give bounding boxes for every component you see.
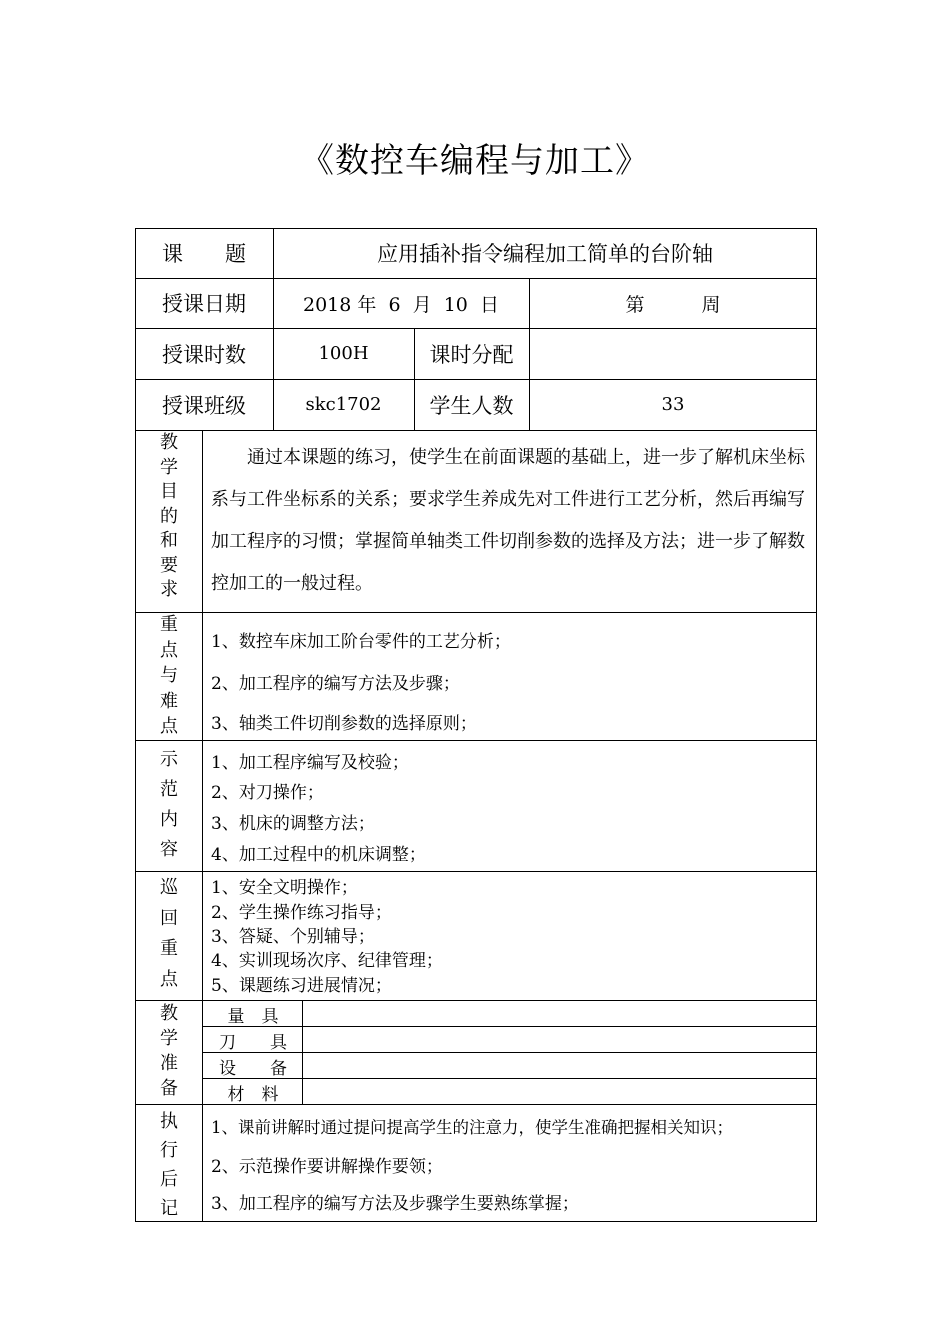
allocation-value [529,328,817,379]
preparation-row-name: 刀 具 [219,1033,287,1053]
afterword-item: 3、加工程序的编写方法及步骤学生要熟练掌握； [211,1194,579,1214]
class-value: skc1702 [305,394,382,415]
key-point-item: 3、轴类工件切削参数的选择原则； [211,714,477,734]
row-divider [135,430,817,431]
students-label: 学生人数 [429,393,514,418]
row-divider [135,871,817,872]
demo-item: 4、加工过程中的机床调整； [211,845,426,865]
demo-item: 2、对刀操作； [211,783,324,803]
key-point-item: 1、数控车床加工阶台零件的工艺分析； [211,632,511,652]
topic-value: 应用插补指令编程加工简单的台阶轴 [377,242,713,266]
week-label: 第 周 [625,293,721,316]
allocation-label: 课时分配 [429,342,514,367]
topic-label: 课 题 [162,242,246,266]
students-value: 33 [661,394,685,415]
objectives-text: 通过本课题的练习，使学生在前面课题的基础上，进一步了解机床坐标系与工件坐标系的关系；要求学生养成先对工件进行工艺分析，然后再编写加工程序的习惯；掌握简单轴类工件切削参数的选择及方法；进一步了解数控加工的一般过程。 [211,447,805,594]
preparation-label: 教 学 准 备 [160,1003,178,1099]
row-divider [135,1000,817,1001]
afterword-item: 1、课前讲解时通过提问提高学生的注意力，使学生准确把握相关知识； [211,1118,733,1137]
patrol-item: 5、课题练习进展情况； [211,976,392,996]
patrol-item: 2、学生操作练习指导； [211,903,392,923]
column-divider [302,1000,303,1104]
afterword-label: 执 行 后 记 [160,1111,178,1219]
row-divider [135,612,817,613]
date-value: 2018 年 6 月 10 日 [303,293,499,316]
row-divider [135,740,817,741]
demo-item: 3、机床的调整方法； [211,814,375,834]
patrol-item: 4、实训现场次序、纪律管理； [211,951,443,971]
column-divider [202,430,203,1222]
hours-label: 授课时数 [162,342,246,367]
preparation-row-name: 量 具 [227,1007,279,1027]
key-points-label: 重 点 与 难 点 [160,614,178,737]
demo-item: 1、加工程序编写及校验； [211,753,409,773]
preparation-row-name: 材 料 [227,1085,279,1105]
document-title: 《数控车编程与加工》 [300,141,650,181]
objectives-label: 教 学 目 的 和 要 求 [160,432,178,600]
date-label: 授课日期 [162,292,246,316]
afterword-item: 2、示范操作要讲解操作要领； [211,1157,443,1177]
hours-value: 100H [318,343,369,364]
class-label: 授课班级 [162,393,246,418]
key-point-item: 2、加工程序的编写方法及步骤； [211,674,460,694]
patrol-item: 3、答疑、个别辅导； [211,927,375,947]
preparation-row-name: 设 备 [219,1059,287,1079]
patrol-label: 巡 回 重 点 [160,877,178,990]
demo-label: 示 范 内 容 [160,749,178,860]
patrol-item: 1、安全文明操作； [211,878,358,898]
